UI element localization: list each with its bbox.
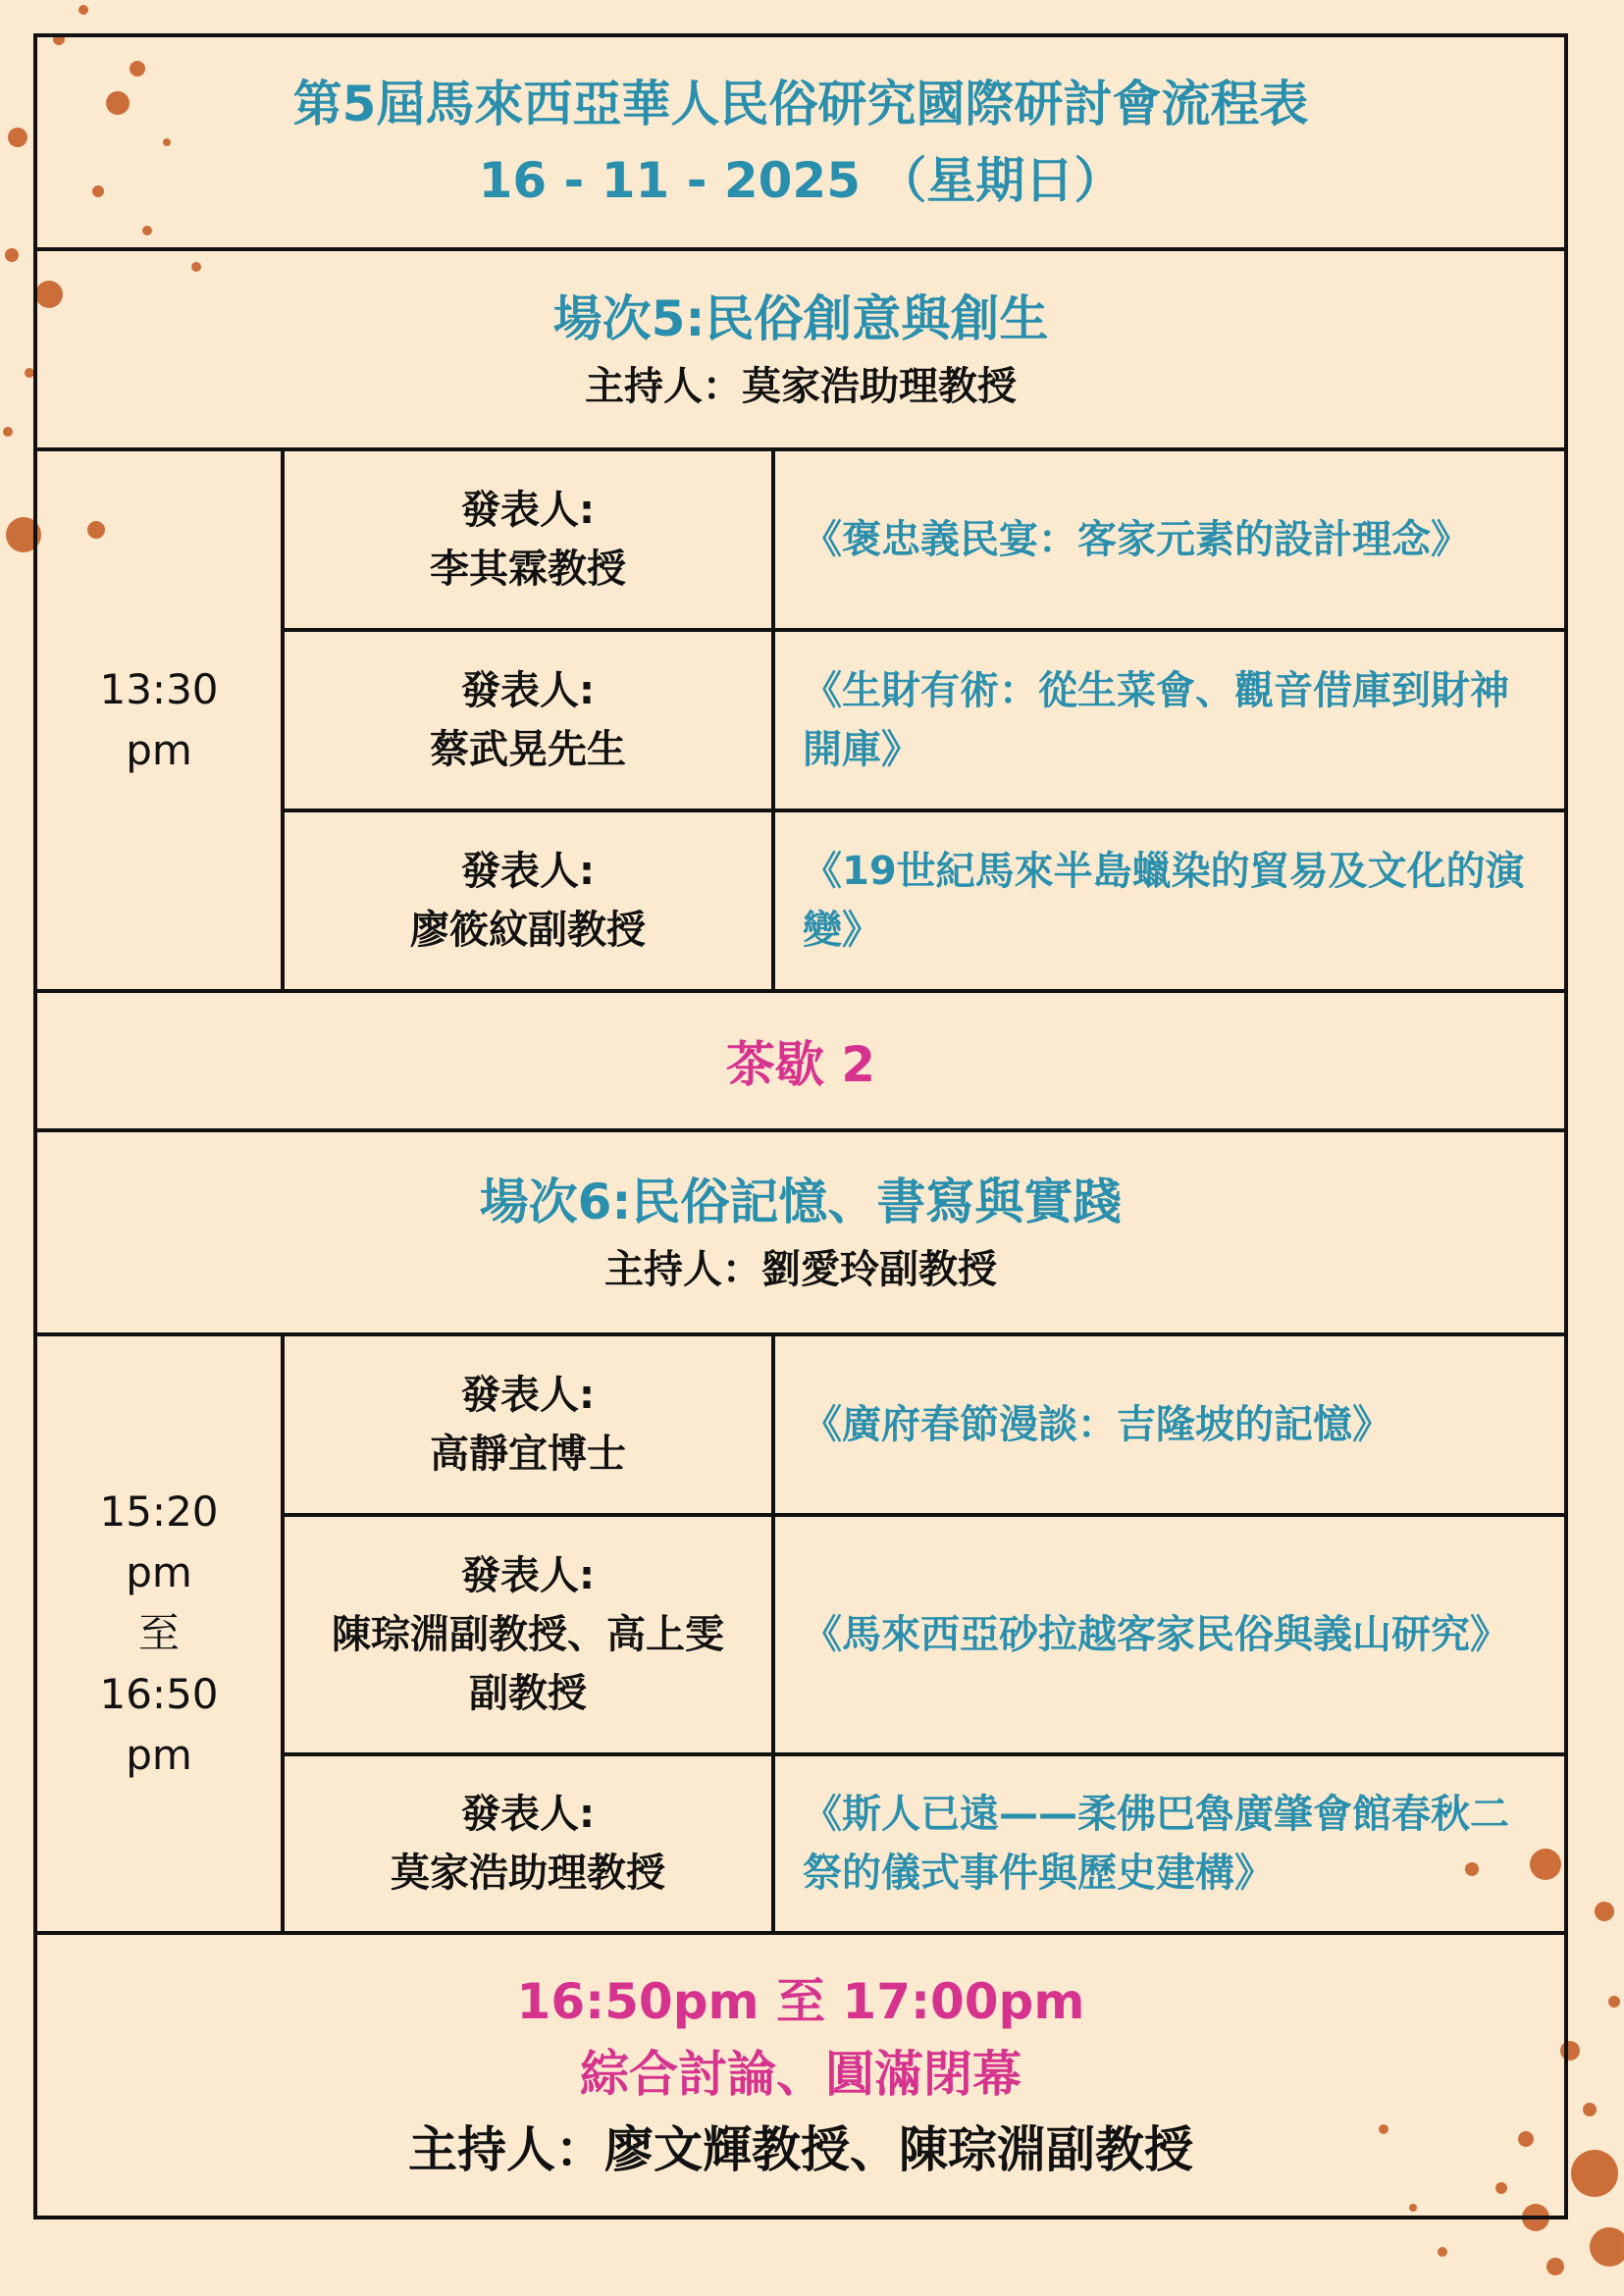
paper-title: 《19世紀馬來半島蠟染的貿易及文化的演變》 bbox=[803, 849, 1525, 953]
paper-title: 《廣府春節漫談：吉隆坡的記憶》 bbox=[803, 1402, 1391, 1447]
paper-title: 《褒忠義民宴：客家元素的設計理念》 bbox=[803, 517, 1470, 562]
session6-host: 主持人：劉愛玲副教授 bbox=[604, 1247, 997, 1292]
event-date: 16 - 11 - 2025 （星期日） bbox=[478, 152, 1124, 209]
session5-host: 主持人：莫家浩助理教授 bbox=[585, 364, 1017, 409]
closing-host: 主持人：廖文輝教授、陳琮淵副教授 bbox=[408, 2121, 1193, 2178]
tea-break-row bbox=[37, 993, 1564, 1132]
paper-title: 《生財有術：從生菜會、觀音借庫到財神開庫》 bbox=[803, 668, 1509, 772]
presenter-cell: 發表人: 高靜宜博士 bbox=[430, 1373, 626, 1477]
presenter-cell: 發表人: 蔡武晃先生 bbox=[430, 668, 626, 772]
tea-break-label: 茶歇 2 bbox=[725, 1036, 876, 1093]
presenter-cell: 發表人: 陳琮淵副教授、高上雯 副教授 bbox=[332, 1553, 724, 1716]
session5-header bbox=[37, 251, 1564, 451]
session5-time: 13:30 pm bbox=[99, 665, 219, 774]
closing-title: 綜合討論、圓滿閉幕 bbox=[580, 2046, 1022, 2103]
presenter-cell: 發表人: 李其霖教授 bbox=[430, 488, 626, 592]
header-row bbox=[37, 37, 1564, 251]
closing-row bbox=[37, 1935, 1564, 2219]
schedule-table bbox=[33, 33, 1568, 2219]
closing-time: 16:50pm 至 17:00pm bbox=[516, 1973, 1085, 2030]
paper-title: 《斯人已遠——柔佛巴魯廣肇會館春秋二祭的儀式事件與歷史建構》 bbox=[803, 1792, 1509, 1896]
session6-title: 場次6:民俗記憶、書寫與實踐 bbox=[479, 1174, 1123, 1230]
session6-header bbox=[37, 1132, 1564, 1336]
page-title: 第5屆馬來西亞華人民俗研究國際研討會流程表 bbox=[292, 76, 1309, 132]
session5-title: 場次5:民俗創意與創生 bbox=[552, 290, 1049, 347]
session6-block bbox=[37, 1336, 1564, 1935]
session5-block bbox=[37, 451, 1564, 993]
presenter-cell: 發表人: 廖筱紋副教授 bbox=[410, 849, 646, 953]
presenter-cell: 發表人: 莫家浩助理教授 bbox=[391, 1792, 665, 1896]
session6-time: 15:20 pm 至 16:50 pm bbox=[99, 1487, 219, 1779]
paper-title: 《馬來西亞砂拉越客家民俗與義山研究》 bbox=[803, 1612, 1509, 1657]
